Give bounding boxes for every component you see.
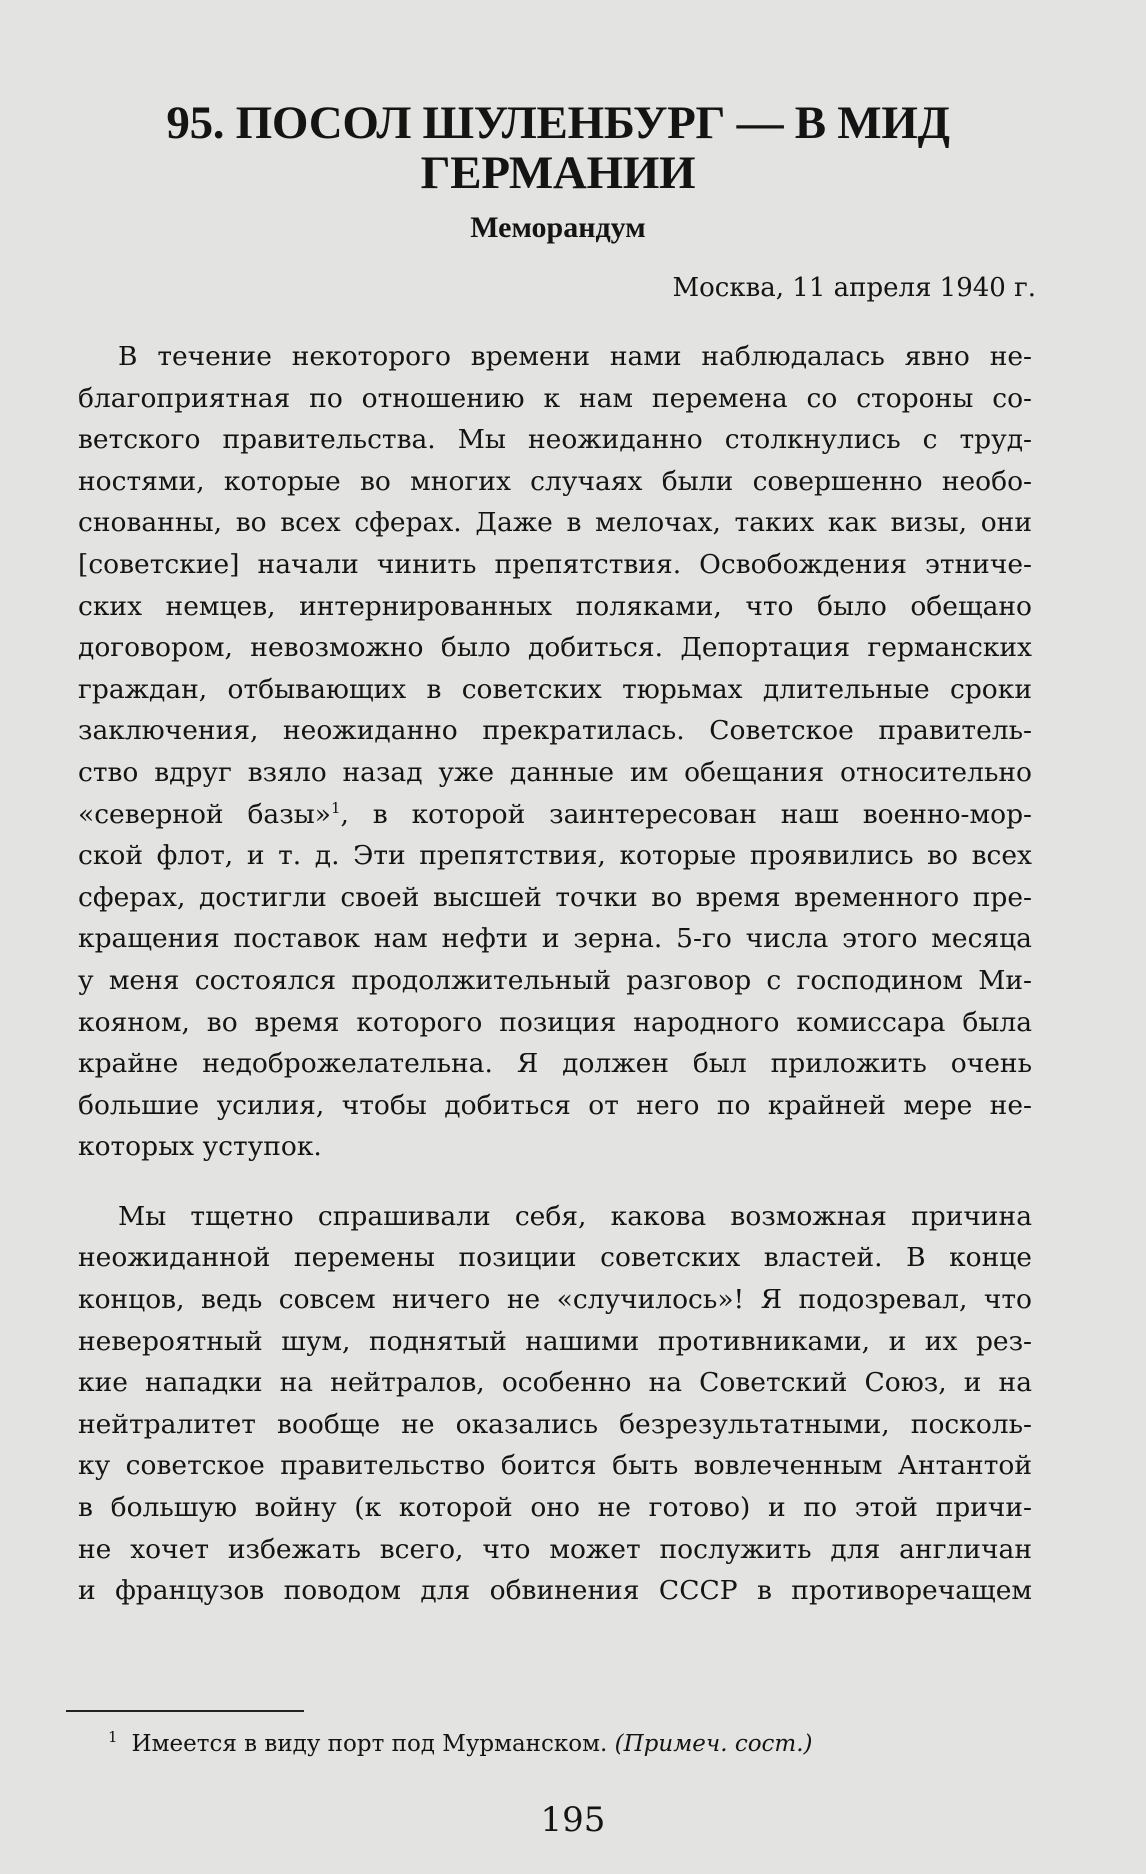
text-line: заключения, неожиданно прекратилась. Советское правитель-: [78, 715, 1032, 747]
footnote: [108, 1728, 813, 1760]
text-continuation: , в которой заинтересован наш военно-мор-: [340, 798, 1032, 830]
footnote-divider: [66, 1710, 304, 1712]
text-line-footnote-ref: [78, 794, 1032, 836]
paragraph-2: [78, 1196, 1032, 1612]
text-line: ской флот, и т. д. Эти препятствия, которые проявились во всех: [78, 840, 1032, 872]
text-line: ностями, которые во многих случаях были совершенно необо-: [78, 465, 1032, 497]
paragraph-1: [78, 336, 1032, 1168]
text-line: ство вдруг взяло назад уже данные им обещания относительно: [78, 756, 1032, 788]
text-line: неожиданной перемены позиции советских властей. В конце: [78, 1242, 1032, 1274]
text-line: [советские] начали чинить препятствия. Освобождения этниче-: [78, 548, 1032, 580]
footnote-number: 1: [108, 1728, 118, 1747]
text-line: крайне недоброжелательна. Я должен был приложить очень: [78, 1048, 1032, 1080]
text-line: не хочет избежать всего, что может послужить для англичан: [78, 1533, 1032, 1565]
text-line: в большую войну (к которой оно не готово) и по этой причи-: [78, 1492, 1032, 1524]
text-line: Мы тщетно спрашивали себя, какова возможная причина: [118, 1200, 1032, 1232]
title-line-2: ГЕРМАНИИ: [420, 147, 696, 199]
text-line: ветского правительства. Мы неожиданно столкнулись с труд-: [78, 424, 1032, 456]
body-text: [78, 336, 1032, 1612]
text-line: кие нападки на нейтралов, особенно на Советский Союз, и на: [78, 1367, 1032, 1399]
title-line-1: 95. ПОСОЛ ШУЛЕНБУРГ — В МИД: [166, 97, 950, 149]
text-line: кояном, во время которого позиция народного комиссара была: [78, 1006, 1032, 1038]
text-line: сферах, достигли своей высшей точки во время временного пре-: [78, 881, 1032, 913]
page-number: 195: [540, 1800, 606, 1840]
document-header: [78, 98, 1038, 248]
text-line: снованны, во всех сферах. Даже в мелочах, таких как визы, они: [78, 507, 1032, 539]
text-line: большие усилия, чтобы добиться от него по крайней мере не-: [78, 1089, 1032, 1121]
text-line: невероятный шум, поднятый нашими противниками, и их рез-: [78, 1325, 1032, 1357]
text-line: у меня состоялся продолжительный разговор с господином Ми-: [78, 964, 1032, 996]
text-line: ку советское правительство боится быть вовлеченным Антантой: [78, 1450, 1032, 1482]
text-line: нейтралитет вообще не оказались безрезультатными, посколь-: [78, 1408, 1032, 1440]
document-subtitle: Меморандум: [470, 211, 646, 244]
text-line: и французов поводом для обвинения СССР в противоречащем: [78, 1575, 1032, 1607]
text-line: концов, ведь совсем ничего не «случилось»! Я подозревал, что: [78, 1284, 1032, 1316]
dateline: Москва, 11 апреля 1940 г.: [672, 273, 1036, 303]
text-line: В течение некоторого времени нами наблюдалась явно не-: [118, 341, 1032, 372]
footnote-reference: 1: [330, 798, 341, 817]
footnote-editor-note: (Примеч. сост.): [614, 1731, 813, 1757]
text-line: ских немцев, интернированных поляками, что было обещано: [78, 590, 1032, 622]
text-line: граждан, отбывающих в советских тюрьмах длительные сроки: [78, 673, 1032, 705]
text-line: благоприятная по отношению к нам перемена со стороны со-: [78, 382, 1032, 414]
document-title: [78, 98, 1038, 198]
paragraph-gap: [78, 1168, 1032, 1196]
northern-base-text: «северной базы»: [78, 798, 331, 830]
text-line: которых уступок.: [78, 1131, 322, 1163]
text-line: договором, невозможно было добиться. Депортация германских: [78, 632, 1032, 664]
footnote-text: Имеется в виду порт под Мурманском.: [131, 1731, 608, 1757]
text-line: кращения поставок нам нефти и зерна. 5-го числа этого месяца: [78, 923, 1032, 955]
